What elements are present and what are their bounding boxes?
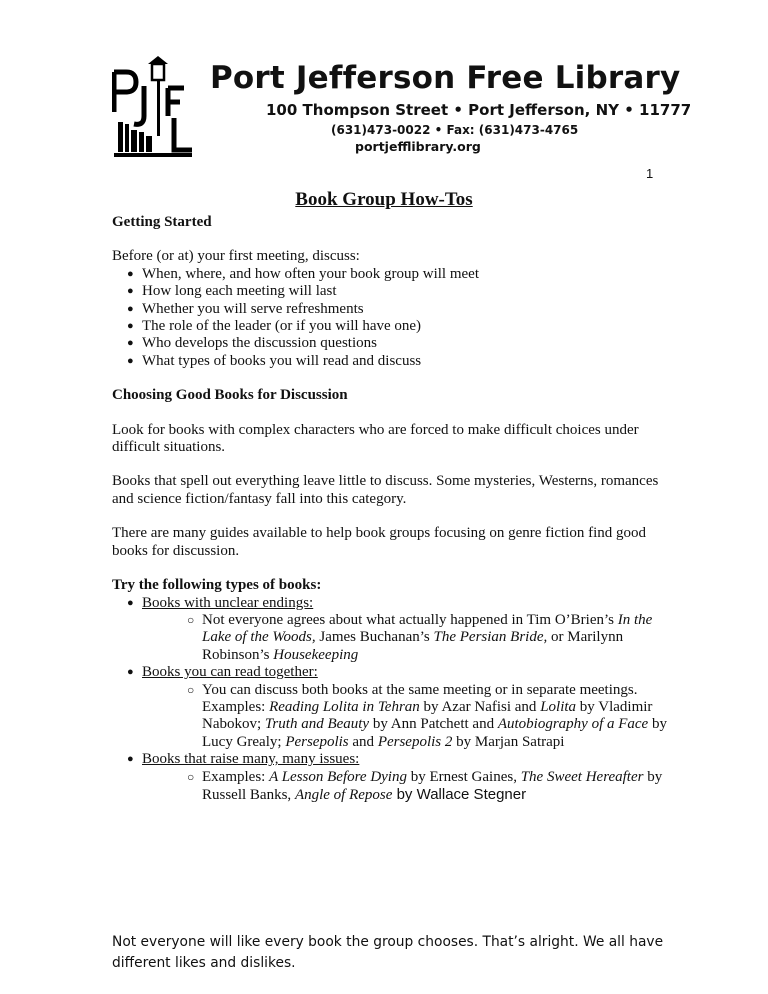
choosing-paragraph-1: Look for books with complex characters who are forced to make difficult choices under difficult situations. <box>112 421 639 456</box>
closing-paragraph: Not everyone will like every book the group chooses. That’s alright. We all have different likes and dislikes. <box>112 933 664 971</box>
list-item: ● What types of books you will read and discuss <box>112 353 672 370</box>
book-title: Lolita <box>540 698 577 715</box>
section-heading-getting-started: Getting Started <box>112 214 212 230</box>
document-body <box>112 214 672 804</box>
book-title: Truth and Beauty <box>264 716 370 733</box>
category-label: Books you can read together: <box>142 664 318 681</box>
book-title: The Persian Bride, <box>433 629 548 646</box>
page-number: 1 <box>646 166 654 181</box>
sub-list-item: ○ You can discuss both books at the same meeting or in separate meetings. Examples: Reading Lolita in Tehran by Azar Nafisi and Lolita by Vladimir Nabokov; Truth and Beauty by Ann Patchett and Autobiography of a Face by Lucy Grealy; Persepolis and Persepolis 2 by Marjan Satrapi <box>142 682 672 752</box>
book-title: Reading Lolita in Tehran <box>269 698 420 715</box>
library-phone-fax: (631)473-0022 • Fax: (631)473-4765 <box>331 123 579 137</box>
list-item: ● Whether you will serve refreshments <box>112 301 672 318</box>
choosing-paragraph-3: There are many guides available to help book groups focusing on genre fiction find good books for discussion. <box>112 525 647 559</box>
book-title: Angle of Repose <box>294 786 393 803</box>
book-types-list <box>112 595 672 805</box>
library-address: 100 Thompson Street • Port Jefferson, NY • 11777 <box>266 101 692 119</box>
book-title: The Sweet Hereafter <box>520 768 644 785</box>
list-item: ● Who develops the discussion questions <box>112 335 672 352</box>
list-item: ● When, where, and how often your book group will meet <box>112 266 672 283</box>
sub-list <box>142 682 672 752</box>
category-label: Books with unclear endings: <box>142 594 314 611</box>
category-label: Books that raise many, many issues: <box>142 751 360 768</box>
sub-list-item: ○ Not everyone agrees about what actually happened in Tim O’Brien’s In the Lake of the Woods, James Buchanan’s The Persian Bride, or Marilynn Robinson’s Housekeeping <box>142 612 672 664</box>
list-item-unclear-endings <box>112 595 672 665</box>
list-item-many-issues <box>112 751 672 804</box>
sub-list-item: ○ Examples: A Lesson Before Dying by Ernest Gaines, The Sweet Hereafter by Russell Banks, Angle of Repose by Wallace Stegner <box>142 769 672 805</box>
section-heading-try-types: Try the following types of books: <box>112 577 322 594</box>
getting-started-list <box>112 266 672 370</box>
book-title: Persepolis <box>285 733 349 750</box>
list-item: ● How long each meeting will last <box>112 283 672 300</box>
page-title: Book Group How-Tos <box>295 189 473 210</box>
getting-started-intro: Before (or at) your first meeting, discuss: <box>112 248 360 265</box>
library-logo <box>112 52 194 160</box>
library-website[interactable]: portjefflibrary.org <box>355 139 481 154</box>
book-title: In the Lake of the Woods, <box>202 611 653 646</box>
library-name: Port Jefferson Free Library <box>210 60 681 96</box>
book-title: Housekeeping <box>273 646 359 663</box>
list-item: ● The role of the leader (or if you will have one) <box>112 318 672 335</box>
sub-list <box>142 612 672 664</box>
section-heading-choosing: Choosing Good Books for Discussion <box>112 387 348 404</box>
list-item-read-together <box>112 664 672 751</box>
choosing-paragraph-2: Books that spell out everything leave little to discuss. Some mysteries, Westerns, romances and science fiction/fantasy fall into this category. <box>112 473 659 507</box>
sub-list <box>142 769 672 805</box>
book-title: Persepolis 2 <box>377 733 453 750</box>
book-title: A Lesson Before Dying <box>269 768 407 785</box>
book-title: Autobiography of a Face <box>497 716 649 733</box>
